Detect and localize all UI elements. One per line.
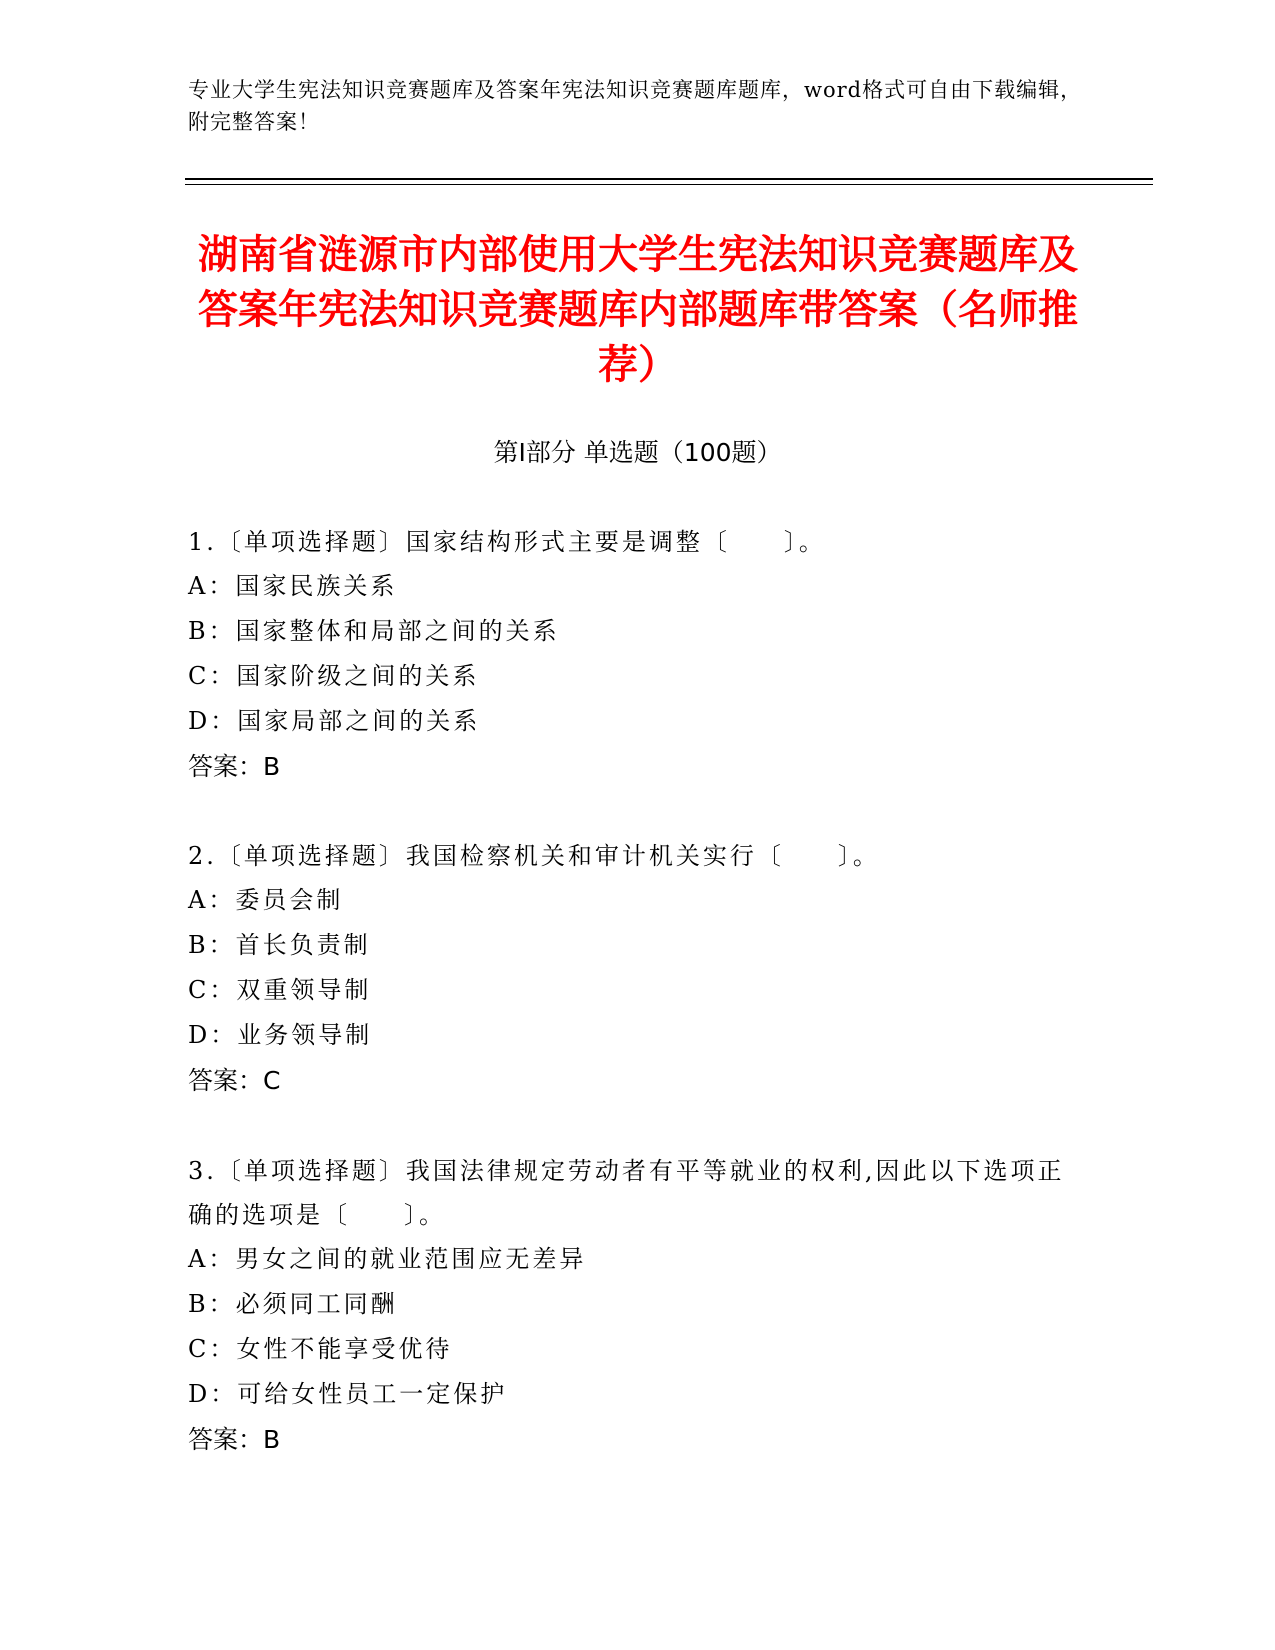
option-c: C：女性不能享受优待 (188, 1335, 453, 1363)
question-stem: 3.〔单项选择题〕我国法律规定劳动者有平等就业的权利,因此以下选项正确的选项是〔 〕。 (188, 1157, 1065, 1229)
option-a: A：男女之间的就业范围应无差异 (188, 1245, 587, 1273)
option-b: B：首长负责制 (188, 931, 371, 959)
question-3 (188, 1149, 1078, 1463)
option-a: A：委员会制 (188, 886, 344, 914)
option-c: C：国家阶级之间的关系 (188, 662, 480, 690)
header-note: 专业大学生宪法知识竞赛题库及答案年宪法知识竞赛题库题库，word格式可自由下载编辑，附完整答案！ (188, 78, 1083, 134)
option-d: D：可给女性员工一定保护 (188, 1380, 508, 1408)
answer: 答案：C (188, 1066, 281, 1095)
header-divider-thin (185, 184, 1153, 185)
option-d: D：国家局部之间的关系 (188, 707, 481, 735)
option-b: B：国家整体和局部之间的关系 (188, 617, 560, 645)
question-stem: 1.〔单项选择题〕国家结构形式主要是调整〔 〕。 (188, 528, 826, 556)
document-title: 湖南省涟源市内部使用大学生宪法知识竞赛题库及答案年宪法知识竞赛题库内部题库带答案（名师推荐） (198, 232, 1078, 388)
option-a: A：国家民族关系 (188, 572, 398, 600)
answer: 答案：B (188, 752, 281, 781)
question-1 (188, 520, 1078, 790)
section-heading: 第Ⅰ部分 单选题（100题） (493, 438, 782, 467)
option-c: C：双重领导制 (188, 976, 372, 1004)
question-stem: 2.〔单项选择题〕我国检察机关和审计机关实行〔 〕。 (188, 842, 880, 870)
question-2 (188, 834, 1078, 1104)
header-divider-thick (185, 178, 1153, 180)
answer: 答案：B (188, 1425, 281, 1454)
option-d: D：业务领导制 (188, 1021, 373, 1049)
option-b: B：必须同工同酬 (188, 1290, 398, 1318)
